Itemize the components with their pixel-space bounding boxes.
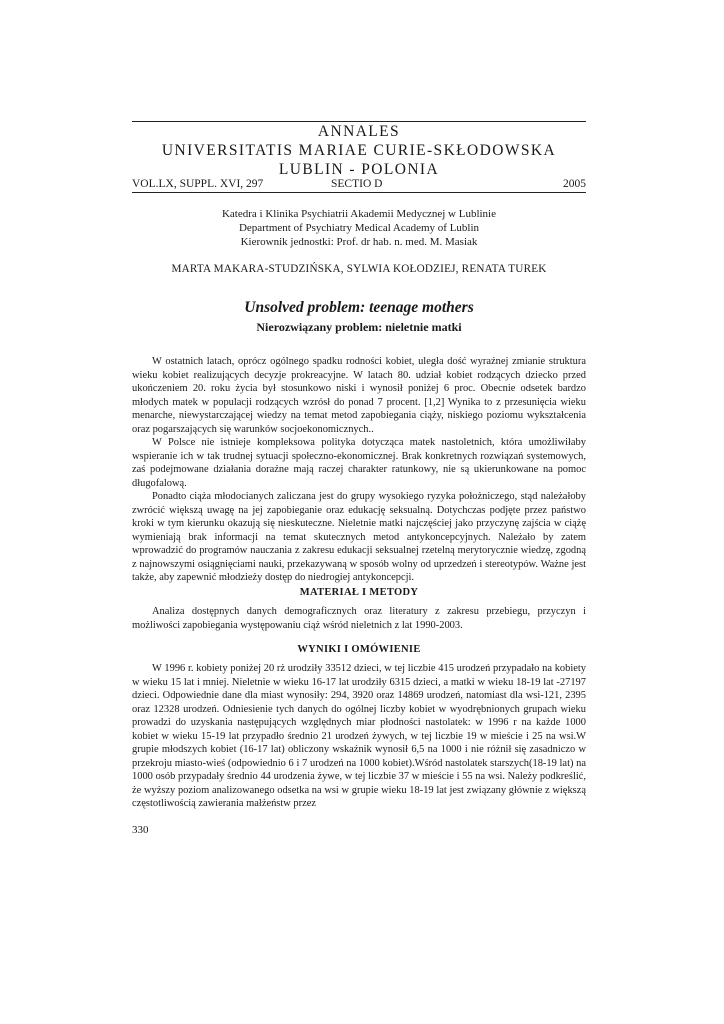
authors: MARTA MAKARA-STUDZIŃSKA, SYLWIA KOŁODZIEJ, RENATA TUREK <box>171 263 547 275</box>
journal-meta <box>132 177 586 191</box>
introduction <box>132 355 586 585</box>
intro-paragraph: W Polsce nie istnieje kompleksowa polityka dotycząca matek nastoletnich, która umożliwiłaby wspieranie ich w tak trudnej sytuacji społeczno-ekonomicznej. Brak konkretnych rozwiązań systemowych, zaś podejmowane działania doraźne mają raczej charakter ratunkowy, nie są ukierunkowane na pomoc długofalową. <box>132 437 586 489</box>
results-heading: WYNIKI I OMÓWIENIE <box>297 644 421 655</box>
volume-info: VOL.LX, SUPPL. XVI, 297 <box>132 178 264 190</box>
results-section <box>132 662 586 811</box>
journal-title: ANNALES <box>317 123 401 140</box>
journal-location: LUBLIN - POLONIA <box>278 161 440 178</box>
year-info: 2005 <box>563 178 586 190</box>
journal-university: UNIVERSITATIS MARIAE CURIE-SKŁODOWSKA <box>161 142 557 159</box>
header-bottom-rule <box>132 192 586 193</box>
affiliation-line-2: Department of Psychiatry Medical Academy of Lublin <box>238 222 480 234</box>
affiliation-line-3: Kierownik jednostki: Prof. dr hab. n. med. M. Masiak <box>240 236 478 248</box>
affiliation-line-1: Katedra i Klinika Psychiatrii Akademii Medycznej w Lublinie <box>221 208 496 220</box>
article-title-polish: Nierozwiązany problem: nieletnie matki <box>256 320 462 334</box>
methods-section <box>132 605 586 632</box>
intro-paragraph: W ostatnich latach, oprócz ogólnego spadku rodności kobiet, uległa dość wyraźnej zmianie struktura wieku kobiet realizujących decyzje prokreacyjne. W latach 80. udział kobiet rodzących dziecko przed ukończeniem 20. roku życia był stosunkowo niski i wynosił poniżej 6 proc. Obecnie odsetek bardzo młodych matek w populacji rodzących wzrósł do ponad 7 procent. [1,2] Wynika to z przesunięcia wieku menarche, niewystarczającej wiedzy na temat metod zapobiegania ciąży, niskiego poziomu wykształcenia oraz pogarszających się warunków socjoekonomicznych.. <box>132 356 586 435</box>
results-paragraph: W 1996 r. kobiety poniżej 20 rż urodziły 33512 dzieci, w tej liczbie 415 urodzeń przypadało na kobiety w wieku 15 lat i mniej. Nieletnie w wieku 16-17 lat urodziły 6315 dzieci, a matki w wieku 18-19 lat -27197 dzieci. Odpowiednie dane dla miast wynosiły: 294, 3920 oraz 14869 urodzeń, natomiast dla wsi-121, 2395 oraz 12328 urodzeń. Odniesienie tych danych do ogólnej liczby kobiet w wyodrębnionych grupach wieku prowadzi do uzyskania następujących względnych miar płodności nastolatek: w 1996 r na każde 1000 kobiet w wieku 15-19 lat przypadło średnio 21 urodzeń żywych, w tej liczbie 19 w mieście i 25 na wsi.W grupie młodszych kobiet (16-17 lat) obliczony wskaźnik wynosił 6,5 na 1000 i nie różnił się zasadniczo w przekroju miasto-wieś (odpowiednio 6 i 7 urodzeń na 1000 kobiet).Wśród nastolatek starszych(18-19 lat) na 1000 osób przypadały średnio 44 urodzenia żywe, w tej liczbie 37 w mieście i 55 na wsi. Należy podkreślić, że wyższy poziom analizowanego odsetka na wsi w grupie wieku 18-19 lat jest związany głównie z większą częstotliwością zawierania małżeństw przez <box>132 663 586 809</box>
section-info: SECTIO D <box>331 178 383 190</box>
page-number: 330 <box>132 824 149 836</box>
methods-heading: MATERIAŁ I METODY <box>299 587 419 598</box>
article-title: Unsolved problem: teenage mothers <box>244 299 474 316</box>
intro-paragraph: Ponadto ciąża młodocianych zaliczana jest do grupy wysokiego ryzyka położniczego, stąd należałoby zwrócić większą uwagę na jej zapobieganie oraz edukację seksualną. Dotychczas podjęte przez państwo kroki w tym kierunku okazują się nieskuteczne. Nieletnie matki najczęściej jako przyczynę zajścia w ciążę wymieniają brak informacji na temat skutecznych metod antykoncepcyjnych. Należało by zatem wprowadzić do programów nauczania z zakresu edukacji seksualnej rzetelną merytorycznie wiedzę, zgodną z najnowszymi osiągnięciami nauki, przekazywaną w sposób wolny od uprzedzeń i stereotypów. Ważne jest także, aby zapewnić młodzieży dostęp do niedrogiej antykoncepcji. <box>132 491 586 583</box>
methods-paragraph: Analiza dostępnych danych demograficznych oraz literatury z zakresu przebiegu, przyczyn i możliwości zapobiegania występowaniu ciąż wśród nieletnich z lat 1990-2003. <box>132 606 586 631</box>
